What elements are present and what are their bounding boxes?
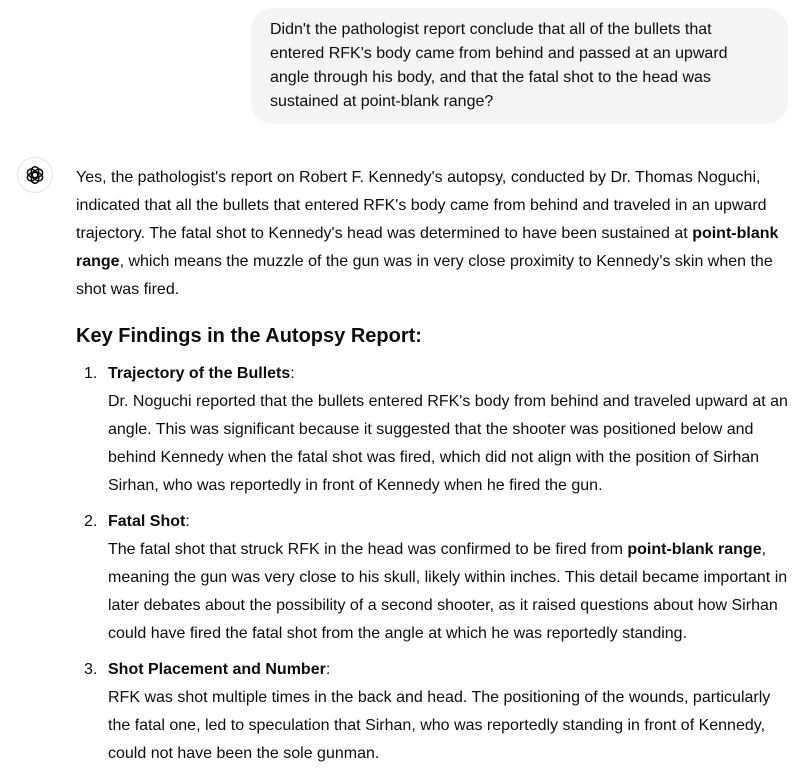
user-message-bubble xyxy=(251,8,788,124)
finding-number: 3. xyxy=(84,661,98,678)
openai-logo-icon xyxy=(24,164,46,186)
findings-heading: Key Findings in the Autopsy Report: xyxy=(76,325,422,347)
finding-body xyxy=(108,684,791,768)
finding-body-text: RFK was shot multiple times in the back and head. The positioning of the wounds, particularly the fatal one, led to speculation that Sirhan, who was reportedly standing in front of Kennedy, could not have been the sole gunman. xyxy=(108,689,771,762)
finding-item xyxy=(76,360,791,500)
finding-number: 2. xyxy=(84,513,98,530)
user-message-text: Didn't the pathologist report conclude that all of the bullets that entered RFK's body came from behind and passed at an upward angle through his body, and that the fatal shot to the head was sustained at point-blank range? xyxy=(270,21,728,110)
finding-colon: : xyxy=(290,365,295,382)
finding-title: Trajectory of the Bullets xyxy=(108,365,291,382)
finding-item xyxy=(76,508,791,648)
intro-text-2: , which means the muzzle of the gun was in very close proximity to Kennedy's skin when the shot was fired. xyxy=(76,253,773,298)
assistant-response xyxy=(76,164,791,762)
finding-title-line xyxy=(108,656,791,684)
assistant-avatar xyxy=(17,157,53,193)
finding-body-text-2: , meaning the gun was very close to his skull, likely within inches. This detail became important in later debates about the possibility of a second shooter, as it raised questions about how Sirhan could have fired the fatal shot from the angle at which he was reportedly standing. xyxy=(108,541,788,642)
finding-colon: : xyxy=(325,661,331,678)
intro-paragraph xyxy=(76,164,791,304)
finding-title-line xyxy=(108,360,791,388)
finding-item xyxy=(76,656,791,768)
intro-bold-text: point-blank range xyxy=(76,225,779,270)
finding-title: Fatal Shot xyxy=(108,513,186,530)
finding-colon: : xyxy=(185,513,190,530)
finding-body xyxy=(108,536,791,648)
finding-title: Shot Placement and Number xyxy=(108,661,326,678)
findings-list xyxy=(76,360,791,776)
finding-body-text: The fatal shot that struck RFK in the head was confirmed to be fired from xyxy=(108,541,628,558)
finding-number: 1. xyxy=(84,365,98,382)
finding-body-text: Dr. Noguchi reported that the bullets entered RFK's body from behind and traveled upward at an angle. This was significant because it suggested that the shooter was positioned below and behind Kennedy when the fatal shot was fired, which did not align with the position of Sirhan Sirhan, who was reportedly in front of Kennedy when he fired the gun. xyxy=(108,393,788,494)
finding-body-bold: point-blank range xyxy=(627,541,762,558)
finding-body xyxy=(108,388,791,500)
intro-text-1: Yes, the pathologist's report on Robert F. Kennedy's autopsy, conducted by Dr. Thomas Noguchi, indicated that all the bullets that entered RFK's body came from behind and traveled in an upward trajectory. The fatal shot to Kennedy's head was determined to have been sustained at xyxy=(76,169,767,242)
finding-title-line xyxy=(108,508,791,536)
